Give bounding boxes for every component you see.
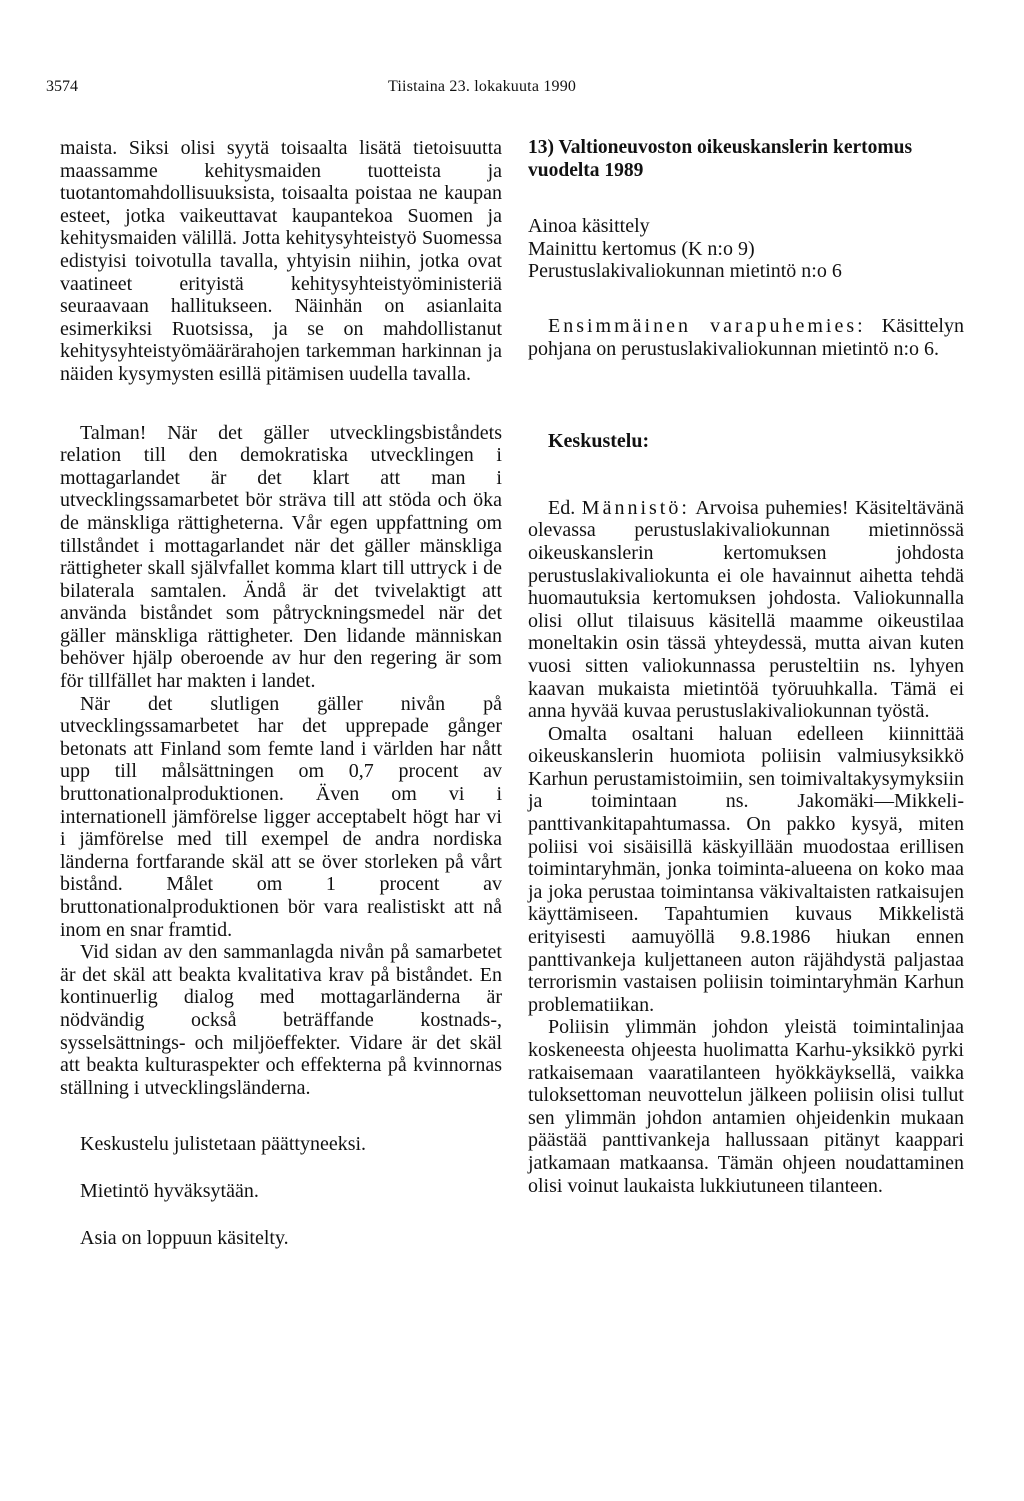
- info-line: Ainoa käsittely: [528, 215, 650, 238]
- session-date: Tiistaina 23. lokakuuta 1990: [388, 78, 577, 95]
- discussion-heading: Keskustelu:: [548, 430, 650, 453]
- left-column: [60, 137, 502, 1249]
- info-line: Perustuslakivaliokunnan mietintö n:o 6: [528, 260, 842, 283]
- paragraph: maista. Siksi olisi syytä toisaalta lisätä tietoisuutta maassamme kehitysmaiden tuotteista ja tuotantomahdollisuuksista, toisaalta poistaa ne kaupan esteet, jotka vaikeuttavat kaupantekoa Suomen ja kehitysmaiden välillä. Jotta kehitysyhteistyö Suomessa edistyisi toivotulla tavalla, yhtyisin niihin, jotka ovat vaatineet erityistä kehitysyhteistyöministeriä seuraavaan hallitukseen. Näinhän on asianlaita esimerkiksi Ruotsissa, ja se on mahdollistanut kehitysyhteistyömäärärahojen tarkemman harkinnan ja näiden kysymysten esillä pitämisen uudella tavalla.: [60, 137, 502, 385]
- speaker-statement: [528, 497, 964, 723]
- closing-line: Mietintö hyväksytään.: [80, 1179, 259, 1202]
- speaker-name: Männistö:: [581, 496, 690, 519]
- speaker-statement: [528, 315, 964, 360]
- info-line: Mainittu kertomus (K n:o 9): [528, 237, 755, 260]
- paragraph: Talman! När det gäller utvecklingsbiståndets relation till den demokratiska utvecklingen i mottagarlandet är det klart att man i utvecklingssamarbetet bör sträva till att stöda och öka de mänskliga rättigheterna. Vår egen uppfattning om tillståndet i mottagarlandet när det gäller mänskliga rättigheter skall självfallet komma klart till uttryck i de bilaterala samtalen. Ändå är det tvivelaktigt att använda biståndet som påtryckningsmedel när det gäller mänskliga rättigheter. Den lidande människan behöver hjälp oberoende av hur den regering är som för tillfället har makten i landet.: [60, 421, 502, 693]
- paragraph: Poliisin ylimmän johdon yleistä toimintalinjaa koskeneesta ohjeesta huolimatta Karhu-yksikkö pyrki ratkaisemaan vaaratilanteen hyökkäyksellä, vaikka tuloksettoman neuvottelun jälkeen poliisin olisi tullut sen ylimmän johdon antamien ohjeidenkin mukaan päästää panttivankeja hallussaan pitänyt kaappari jatkamaan matkaansa. Tämän ohjeen noudattaminen olisi voinut laukaista lukkiutuneen tilanteen.: [528, 1016, 964, 1197]
- speaker-name: Ensimmäinen varapuhemies:: [548, 314, 866, 337]
- paragraph: När det slutligen gäller nivån på utvecklingssamarbetet har det upprepade gånger betonats att Finland som femte land i världen har nått upp till målsättningen om 0,7 procent av bruttonationalproduktionen. Även om vi i internationell jämförelse ligger acceptabelt högt har vi i jämförelse med till exempel de andra nordiska länderna fortfarande skäl att se över storleken på vårt bistånd. Målet om 1 procent av bruttonationalproduktionen bör vara realistiskt att nå inom en snar framtid.: [60, 692, 502, 941]
- paragraph: Omalta osaltani haluan edelleen kiinnittää oikeuskanslerin huomiota poliisin valmiusyksikkö Karhun perustamistoimiin, sen toimivaltakysymyksiin ja toimintaan ns. Jakomäki—Mikkeli-panttivankitapahtumassa. On pakko kysyä, miten poliisi voi sisäisillä käskyillään muodostaa erillisen toimintaryhmän, jonka toiminta-alueena on koko maa ja joka perustaa toimintansa väkivaltaisten ratkaisujen käyttämiseen. Tapahtumien kuvaus Mikkelistä erityisesti aamuyöllä 9.8.1986 hiukan ennen panttivankeja kuljettaneen auton räjähdystä paljastaa terrorismin vastaisen poliisin toimintaryhmän Karhun problematiikan.: [528, 722, 964, 1016]
- closing-line: Asia on loppuun käsitelty.: [80, 1226, 289, 1249]
- item-info: [528, 215, 964, 283]
- closing-statements: [60, 1133, 502, 1249]
- paragraph: Vid sidan av den sammanlagda nivån på samarbetet är det skäl att beakta kvalitativa krav på biståndet. En kontinuerlig dialog med mottagarländerna är nödvändig också beträffande kostnads-, sysselsättnings- och miljöeffekter. Vidare är det skäl att beakta kulturaspekter och effekterna på kvinnornas ställning i utvecklingsländerna.: [60, 941, 502, 1099]
- section-title: 13) Valtioneuvoston oikeuskanslerin kertomus vuodelta 1989: [528, 137, 913, 181]
- right-column: [528, 137, 964, 1197]
- speaker-prefix: Ed.: [548, 496, 576, 519]
- statement-text: Arvoisa puhemies! Käsiteltävänä olevassa perustuslakivaliokunnan mietinnössä oikeuskanslerin kertomuksen johdosta perustuslakivaliokunta ei ole havainnut aihetta tehdä huomautuksia kertomuksen johdosta. Valiokunnalla olisi ollut tilaisuus käsitellä maamme oikeustilaa moneltakin osin tässä yhteydessä, mutta aivan kuten vuosi sitten valiokunnassa perusteltiin ns. lyhyen kaavan mukaista mietintöä työruuhkalla. Tämä ei anna hyvää kuvaa perustuslakivaliokunnan työstä.: [528, 496, 964, 723]
- statement-text: Käsittelyn pohjana on perustuslakivaliokunnan mietintö n:o 6.: [528, 314, 964, 360]
- closing-line: Keskustelu julistetaan päättyneeksi.: [80, 1133, 367, 1156]
- page-header: [46, 78, 986, 102]
- page-number: 3574: [46, 78, 78, 95]
